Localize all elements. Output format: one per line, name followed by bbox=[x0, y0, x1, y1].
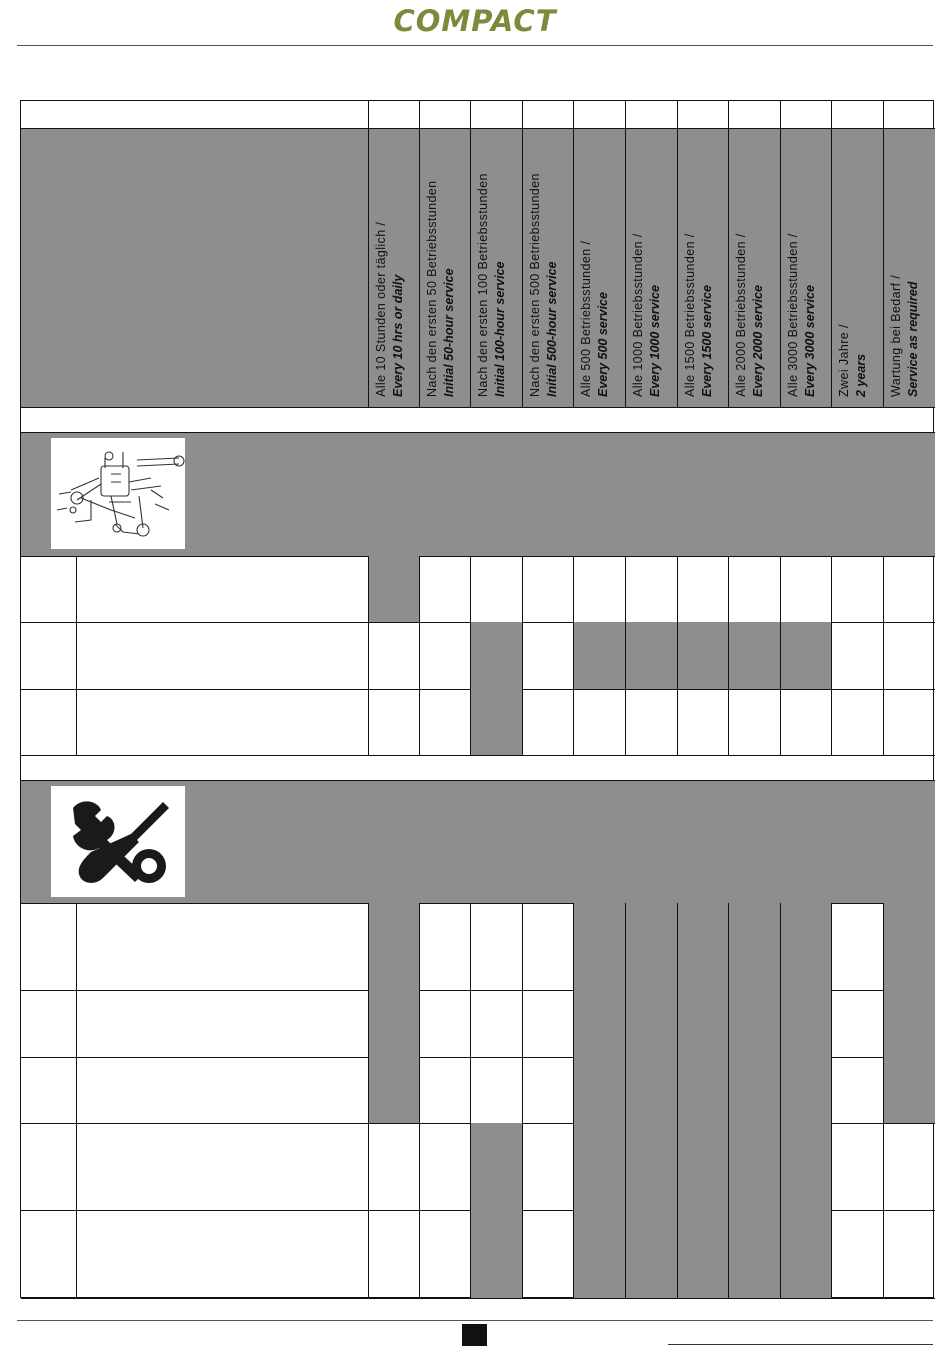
interval-column-divider bbox=[625, 903, 626, 1298]
interval-mark bbox=[470, 1210, 522, 1298]
interval-column-divider bbox=[470, 903, 471, 1298]
interval-divider bbox=[883, 129, 884, 407]
number-column-divider bbox=[76, 556, 77, 755]
brand-logo bbox=[0, 4, 950, 38]
interval-column-divider bbox=[625, 556, 626, 755]
interval-header-2 bbox=[419, 129, 470, 407]
interval-column-divider bbox=[677, 903, 678, 1298]
interval-label-en: Initial 50-hour service bbox=[442, 268, 456, 397]
interval-label bbox=[373, 129, 419, 397]
interval-mark bbox=[780, 1123, 831, 1210]
interval-header-7 bbox=[677, 129, 728, 407]
interval-label bbox=[578, 129, 624, 397]
footer-rule bbox=[17, 1320, 933, 1321]
interval-mark bbox=[677, 903, 728, 990]
interval-label-en: Every 500 service bbox=[596, 292, 610, 397]
interval-column-divider bbox=[573, 903, 574, 1298]
wrench-screwdriver-drawing bbox=[51, 786, 185, 897]
interval-mark bbox=[470, 1123, 522, 1210]
top-strip-divider bbox=[883, 101, 884, 128]
top-strip-divider bbox=[728, 101, 729, 128]
interval-mark bbox=[573, 903, 625, 990]
interval-divider bbox=[470, 129, 471, 407]
interval-divider bbox=[522, 129, 523, 407]
header-split-line bbox=[368, 101, 369, 407]
table-row-divider bbox=[21, 755, 935, 756]
interval-mark bbox=[677, 1123, 728, 1210]
interval-mark bbox=[470, 622, 522, 689]
interval-column-divider bbox=[419, 556, 420, 755]
hitch-drawing bbox=[51, 438, 185, 549]
interval-column-divider bbox=[573, 556, 574, 755]
interval-mark bbox=[780, 1210, 831, 1298]
interval-label-en: Every 10 hrs or daily bbox=[391, 274, 405, 397]
page-number-marker bbox=[462, 1324, 487, 1346]
interval-mark bbox=[728, 990, 780, 1057]
interval-mark bbox=[883, 1057, 935, 1123]
interval-mark bbox=[368, 903, 419, 990]
interval-mark bbox=[677, 990, 728, 1057]
top-strip-divider bbox=[419, 101, 420, 128]
interval-label-de: Zwei Jahre / bbox=[837, 324, 851, 397]
interval-mark bbox=[780, 990, 831, 1057]
interval-mark bbox=[368, 990, 419, 1057]
interval-header-1 bbox=[368, 129, 419, 407]
interval-divider bbox=[677, 129, 678, 407]
interval-divider bbox=[728, 129, 729, 407]
interval-label-de: Alle 1500 Betriebsstunden / bbox=[683, 233, 697, 397]
interval-header-10 bbox=[831, 129, 883, 407]
header-rule bbox=[17, 45, 933, 46]
footer-underline bbox=[668, 1344, 933, 1345]
interval-label-de: Alle 3000 Betriebsstunden / bbox=[786, 233, 800, 397]
interval-column-divider bbox=[883, 556, 884, 755]
number-column-divider bbox=[76, 903, 77, 1298]
top-strip-divider bbox=[780, 101, 781, 128]
interval-mark bbox=[677, 1057, 728, 1123]
interval-column-divider bbox=[470, 556, 471, 755]
interval-mark bbox=[780, 903, 831, 990]
interval-mark bbox=[780, 1057, 831, 1123]
interval-divider bbox=[573, 129, 574, 407]
interval-mark bbox=[368, 1057, 419, 1123]
top-strip-divider bbox=[831, 101, 832, 128]
interval-label-de: Wartung bei Bedarf / bbox=[889, 274, 903, 397]
interval-mark bbox=[728, 1057, 780, 1123]
interval-mark bbox=[573, 1057, 625, 1123]
interval-mark bbox=[573, 1123, 625, 1210]
interval-mark bbox=[573, 990, 625, 1057]
interval-header-8 bbox=[728, 129, 780, 407]
interval-label-de: Nach den ersten 50 Betriebsstunden bbox=[425, 180, 439, 397]
interval-label-de: Alle 1000 Betriebsstunden / bbox=[631, 233, 645, 397]
interval-mark bbox=[573, 1210, 625, 1298]
interval-mark bbox=[728, 903, 780, 990]
description-column-divider bbox=[368, 903, 369, 1298]
interval-label bbox=[527, 129, 573, 397]
interval-label-de: Nach den ersten 100 Betriebsstunden bbox=[476, 173, 490, 397]
interval-header-11 bbox=[883, 129, 935, 407]
header-bottom-divider bbox=[21, 407, 935, 408]
interval-label-en: Initial 100-hour service bbox=[493, 261, 507, 397]
interval-label bbox=[836, 129, 882, 397]
interval-label bbox=[475, 129, 521, 397]
interval-label-en: Every 1500 service bbox=[700, 285, 714, 397]
interval-header-4 bbox=[522, 129, 573, 407]
interval-column-divider bbox=[522, 556, 523, 755]
interval-label bbox=[682, 129, 728, 397]
interval-mark bbox=[677, 622, 728, 689]
wrench-screwdriver-icon bbox=[51, 786, 185, 897]
top-strip-divider bbox=[677, 101, 678, 128]
interval-header-5 bbox=[573, 129, 625, 407]
three-point-hitch-icon bbox=[51, 438, 185, 549]
header-label-band bbox=[21, 129, 368, 407]
interval-column-divider bbox=[780, 903, 781, 1298]
interval-divider bbox=[831, 129, 832, 407]
interval-column-divider bbox=[522, 903, 523, 1298]
interval-label-en: Every 3000 service bbox=[803, 285, 817, 397]
interval-column-divider bbox=[883, 903, 884, 1298]
interval-mark bbox=[728, 1210, 780, 1298]
top-strip-divider bbox=[522, 101, 523, 128]
interval-column-divider bbox=[831, 903, 832, 1298]
description-column-divider bbox=[368, 556, 369, 755]
interval-label bbox=[733, 129, 779, 397]
interval-label-de: Alle 2000 Betriebsstunden / bbox=[734, 233, 748, 397]
header-top-divider bbox=[21, 128, 935, 129]
interval-header-9 bbox=[780, 129, 831, 407]
interval-mark bbox=[625, 990, 677, 1057]
interval-column-divider bbox=[728, 903, 729, 1298]
interval-label bbox=[630, 129, 676, 397]
interval-label bbox=[888, 129, 934, 397]
top-strip-divider bbox=[573, 101, 574, 128]
interval-mark bbox=[883, 990, 935, 1057]
interval-mark bbox=[780, 622, 831, 689]
interval-label bbox=[785, 129, 831, 397]
interval-header-3 bbox=[470, 129, 522, 407]
top-strip-divider bbox=[470, 101, 471, 128]
interval-mark bbox=[883, 903, 935, 990]
table-row-divider bbox=[21, 1298, 935, 1299]
top-strip-divider bbox=[625, 101, 626, 128]
interval-mark bbox=[625, 622, 677, 689]
interval-mark bbox=[625, 903, 677, 990]
interval-mark bbox=[625, 1057, 677, 1123]
maintenance-schedule-table bbox=[20, 100, 934, 1298]
interval-mark bbox=[677, 1210, 728, 1298]
section-band-bottom bbox=[21, 556, 935, 557]
interval-divider bbox=[625, 129, 626, 407]
interval-label-en: Initial 500-hour service bbox=[545, 261, 559, 397]
interval-column-divider bbox=[831, 556, 832, 755]
interval-mark bbox=[368, 556, 419, 622]
interval-label-de: Nach den ersten 500 Betriebsstunden bbox=[528, 173, 542, 397]
interval-divider bbox=[419, 129, 420, 407]
interval-label-en: 2 years bbox=[854, 353, 868, 397]
interval-mark bbox=[625, 1123, 677, 1210]
interval-divider bbox=[780, 129, 781, 407]
brand-name: COMPACT bbox=[393, 4, 557, 38]
interval-column-divider bbox=[780, 556, 781, 755]
interval-column-divider bbox=[677, 556, 678, 755]
interval-mark bbox=[728, 622, 780, 689]
interval-mark bbox=[625, 1210, 677, 1298]
interval-label-de: Alle 10 Stunden oder täglich / bbox=[374, 221, 388, 397]
interval-label bbox=[424, 129, 470, 397]
interval-label-de: Alle 500 Betriebsstunden / bbox=[579, 240, 593, 397]
interval-mark bbox=[728, 1123, 780, 1210]
interval-label-en: Service as required bbox=[906, 281, 920, 397]
interval-mark bbox=[573, 622, 625, 689]
interval-column-divider bbox=[728, 556, 729, 755]
interval-label-en: Every 2000 service bbox=[751, 285, 765, 397]
interval-column-divider bbox=[419, 903, 420, 1298]
interval-label-en: Every 1000 service bbox=[648, 285, 662, 397]
interval-mark bbox=[470, 689, 522, 755]
interval-header-6 bbox=[625, 129, 677, 407]
